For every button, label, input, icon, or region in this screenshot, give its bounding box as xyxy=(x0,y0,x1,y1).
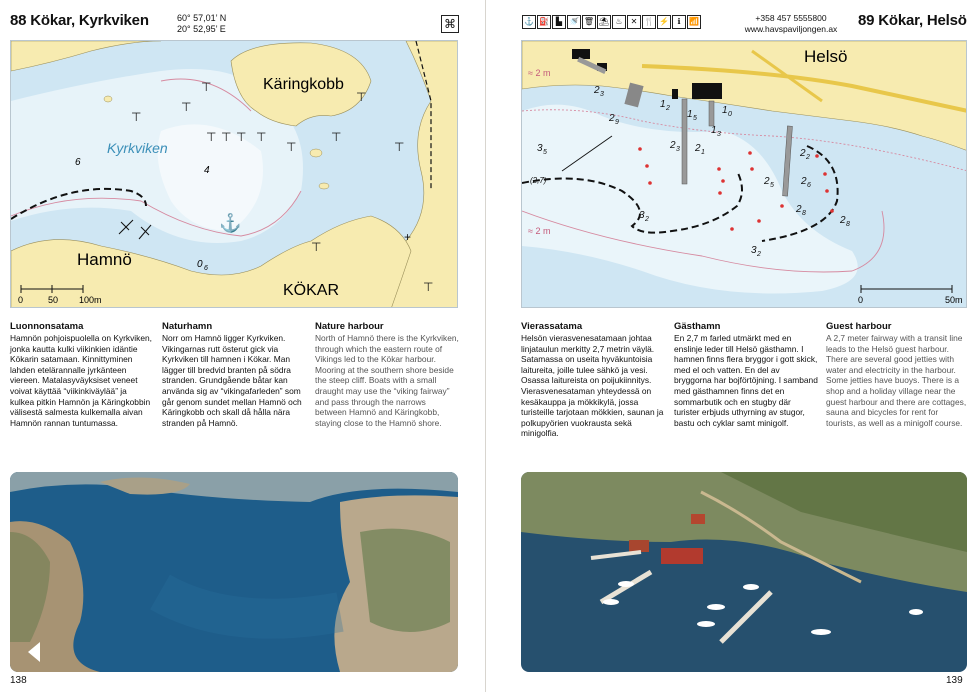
page-title: 88 Kökar, Kyrkviken xyxy=(10,12,149,29)
svg-text:5: 5 xyxy=(693,115,697,122)
depth-0-6: 0 xyxy=(197,259,203,270)
svg-text:50: 50 xyxy=(48,295,59,305)
column-heading: Nature harbour xyxy=(315,321,384,332)
label-karingkobb: Käringkobb xyxy=(263,76,344,93)
column-text: Helsön vierasvenesatamaan johtaa linjataulun merkitty 2,7 metrin väylä. Satamassa on useita hyväkuntoisia laitureita, joille tulee sähkö ja vesi. Osassa laitureista on poijukiinnitys. Vierasvenesataman yhteydessä on kesäkauppa ja mökkikylä, jossa turisteille tarjotaan mökkien, saunan ja polkupyörien vuokrausta sekä minigolfia. xyxy=(521,333,664,439)
svg-text:1: 1 xyxy=(660,99,666,110)
svg-text:3: 3 xyxy=(751,245,757,256)
column-text: Hamnön pohjoispuolella on Kyrkviken, jonka kautta kulki viikinkien idäntie Kökarin satamaan. Kinnittyminen lahden etelärannalle jyrkänteen viereen. Matalasyväyksiset veneet voivat käyttää “viikinkiväylää” ja kulkea pitkin Hamnön ja Käringkobbin välisestä salmesta kulkemalla aivan Hamnön rannan tuntumassa. xyxy=(10,333,152,428)
svg-text:2: 2 xyxy=(670,140,676,151)
column-text: Norr om Hamnö ligger Kyrkviken. Vikingarnas rutt österut gick via Kyrkviken till hamnen i Kökar. Man lägger till bredvid branten på södra stranden. Grundgående båtar kan använda sig av “vikingafarleden” som går genom sundet mellan Hamnö och Käringkobb och skall då hålla nära stranden på Hamnö. xyxy=(162,333,302,428)
command-icon: ⌘ xyxy=(441,15,459,33)
depth-note: ≈ 2 m xyxy=(528,226,551,236)
svg-text:0: 0 xyxy=(728,111,732,118)
info-icon: ℹ xyxy=(672,15,686,29)
label-kokar: KÖKAR xyxy=(283,282,340,299)
beach-icon: ⛱ xyxy=(597,15,611,29)
column-heading: Guest harbour xyxy=(826,321,892,332)
column-finnish xyxy=(10,321,152,428)
svg-text:⊤: ⊤ xyxy=(394,140,405,154)
svg-text:2: 2 xyxy=(609,113,615,124)
svg-text:100m: 100m xyxy=(79,295,102,305)
svg-text:⊤: ⊤ xyxy=(206,130,217,144)
label-kyrkviken: Kyrkviken xyxy=(107,140,168,156)
svg-text:2: 2 xyxy=(840,215,846,226)
coordinates xyxy=(177,13,226,35)
column-swedish xyxy=(162,321,304,428)
phone-number: +358 457 5555800 xyxy=(755,13,827,23)
svg-text:6: 6 xyxy=(807,182,811,189)
column-english xyxy=(315,321,459,428)
column-text: North of Hamnö there is the Kyrkviken, through which the eastern route of Vikings led to the Kökar harbour. Mooring at the southern shore beside the steep cliff. Boats with a small draught may use the “viking fairway” and pass through the narrows between Hamnö and Käringkobb, staying close to the Hamnö shore. xyxy=(315,333,459,428)
shop-icon: ▙ xyxy=(552,15,566,29)
longitude: 20° 52,95’ E xyxy=(177,24,226,34)
column-text: A 2,7 meter fairway with a transit line leads to the Helsö guest harbour. There are several good jetties with water and electricity in the harbour. Some jetties have buoys. There is a shop and a holiday village near the guest harbour and there are cottages, sauna and bicycles for rent for tourists, as well as a minigolf course. xyxy=(826,333,967,428)
label-hamno: Hamnö xyxy=(77,250,132,269)
svg-text:⊤: ⊤ xyxy=(311,240,322,254)
column-heading: Naturhamn xyxy=(162,321,213,332)
column-english xyxy=(826,321,967,428)
svg-text:2: 2 xyxy=(695,143,701,154)
svg-text:3: 3 xyxy=(676,146,680,153)
svg-text:2: 2 xyxy=(796,204,802,215)
page-title: 89 Kökar, Helsö xyxy=(858,12,967,29)
svg-text:2: 2 xyxy=(594,85,600,96)
column-heading: Luonnonsatama xyxy=(10,321,84,332)
right-page xyxy=(485,0,970,692)
svg-text:⊤: ⊤ xyxy=(423,280,434,294)
svg-text:5: 5 xyxy=(543,149,547,156)
building xyxy=(661,548,703,564)
svg-text:1: 1 xyxy=(711,125,717,136)
aerial-photo-helso xyxy=(521,472,967,672)
svg-text:⊤: ⊤ xyxy=(221,130,232,144)
svg-text:⊤: ⊤ xyxy=(331,130,342,144)
svg-text:3: 3 xyxy=(717,131,721,138)
svg-text:3: 3 xyxy=(537,143,543,154)
anchor-icon: ⚓ xyxy=(522,15,536,29)
nautical-chart-helso xyxy=(521,40,967,308)
svg-text:⊤: ⊤ xyxy=(181,100,192,114)
column-heading: Gästhamn xyxy=(674,321,721,332)
electricity-icon: ⚡ xyxy=(657,15,671,29)
tools-icon: ✕ xyxy=(627,15,641,29)
svg-text:⊤: ⊤ xyxy=(236,130,247,144)
svg-text:2: 2 xyxy=(800,148,806,159)
shower-icon: 🚿 xyxy=(567,15,581,29)
page-number: 138 xyxy=(10,675,27,686)
sauna-icon: ♨ xyxy=(612,15,626,29)
svg-text:⊤: ⊤ xyxy=(256,130,267,144)
column-heading: Vierassatama xyxy=(521,321,583,332)
svg-text:(2,7): (2,7) xyxy=(530,176,547,185)
svg-text:2: 2 xyxy=(801,176,807,187)
svg-text:⊤: ⊤ xyxy=(131,110,142,124)
svg-text:1: 1 xyxy=(687,109,693,120)
svg-text:⊤: ⊤ xyxy=(356,90,367,104)
svg-text:8: 8 xyxy=(802,210,806,217)
aerial-photo-kyrkviken xyxy=(10,472,458,672)
svg-text:1: 1 xyxy=(701,149,705,156)
svg-text:50m: 50m xyxy=(945,295,963,305)
website-link[interactable]: www.havspaviljongen.ax xyxy=(744,24,838,34)
column-swedish xyxy=(674,321,818,428)
latitude: 60° 57,01’ N xyxy=(177,13,227,23)
svg-text:2: 2 xyxy=(645,216,649,223)
svg-text:8: 8 xyxy=(846,221,850,228)
depth-6: 6 xyxy=(75,157,81,168)
waste-icon: 🗑 xyxy=(582,15,596,29)
depth-note: ≈ 2 m xyxy=(528,68,551,78)
page-number: 139 xyxy=(946,675,963,686)
svg-text:2: 2 xyxy=(764,176,770,187)
svg-text:9: 9 xyxy=(615,119,619,126)
amenity-icons xyxy=(522,15,701,29)
fuel-icon: ⛽ xyxy=(537,15,551,29)
column-text: En 2,7 m farled utmärkt med en enslinje leder till Helsö gästhamn. I hamnen finns flera bryggor i gott skick, med el och vatten. En del av bryggorna har bojförtöjning. I samband med gästhamnen finns det en sommarbutik och en stugby där turister erbjuds uthyrning av stugor, bastu och cyklar samt minigolf. xyxy=(674,333,818,428)
svg-text:5: 5 xyxy=(770,182,774,189)
svg-text:0: 0 xyxy=(858,295,864,305)
svg-text:1: 1 xyxy=(722,105,728,116)
svg-text:3: 3 xyxy=(600,91,604,98)
label-helso: Helsö xyxy=(804,47,848,66)
svg-text:0: 0 xyxy=(18,295,24,305)
svg-text:6: 6 xyxy=(204,265,208,272)
wifi-icon: 📶 xyxy=(687,15,701,29)
building xyxy=(692,83,722,99)
column-finnish xyxy=(521,321,665,439)
nautical-chart-kyrkviken xyxy=(10,40,458,308)
svg-text:2: 2 xyxy=(666,105,670,112)
anchor-icon: ⚓ xyxy=(219,213,242,233)
contact-info xyxy=(736,13,846,35)
depth-4: 4 xyxy=(204,165,210,176)
restaurant-icon: 🍴 xyxy=(642,15,656,29)
svg-text:⊤: ⊤ xyxy=(286,140,297,154)
svg-text:3: 3 xyxy=(639,210,645,221)
svg-text:⊤: ⊤ xyxy=(201,80,212,94)
svg-text:+: + xyxy=(404,230,412,244)
svg-text:2: 2 xyxy=(806,154,810,161)
svg-text:2: 2 xyxy=(757,251,761,258)
